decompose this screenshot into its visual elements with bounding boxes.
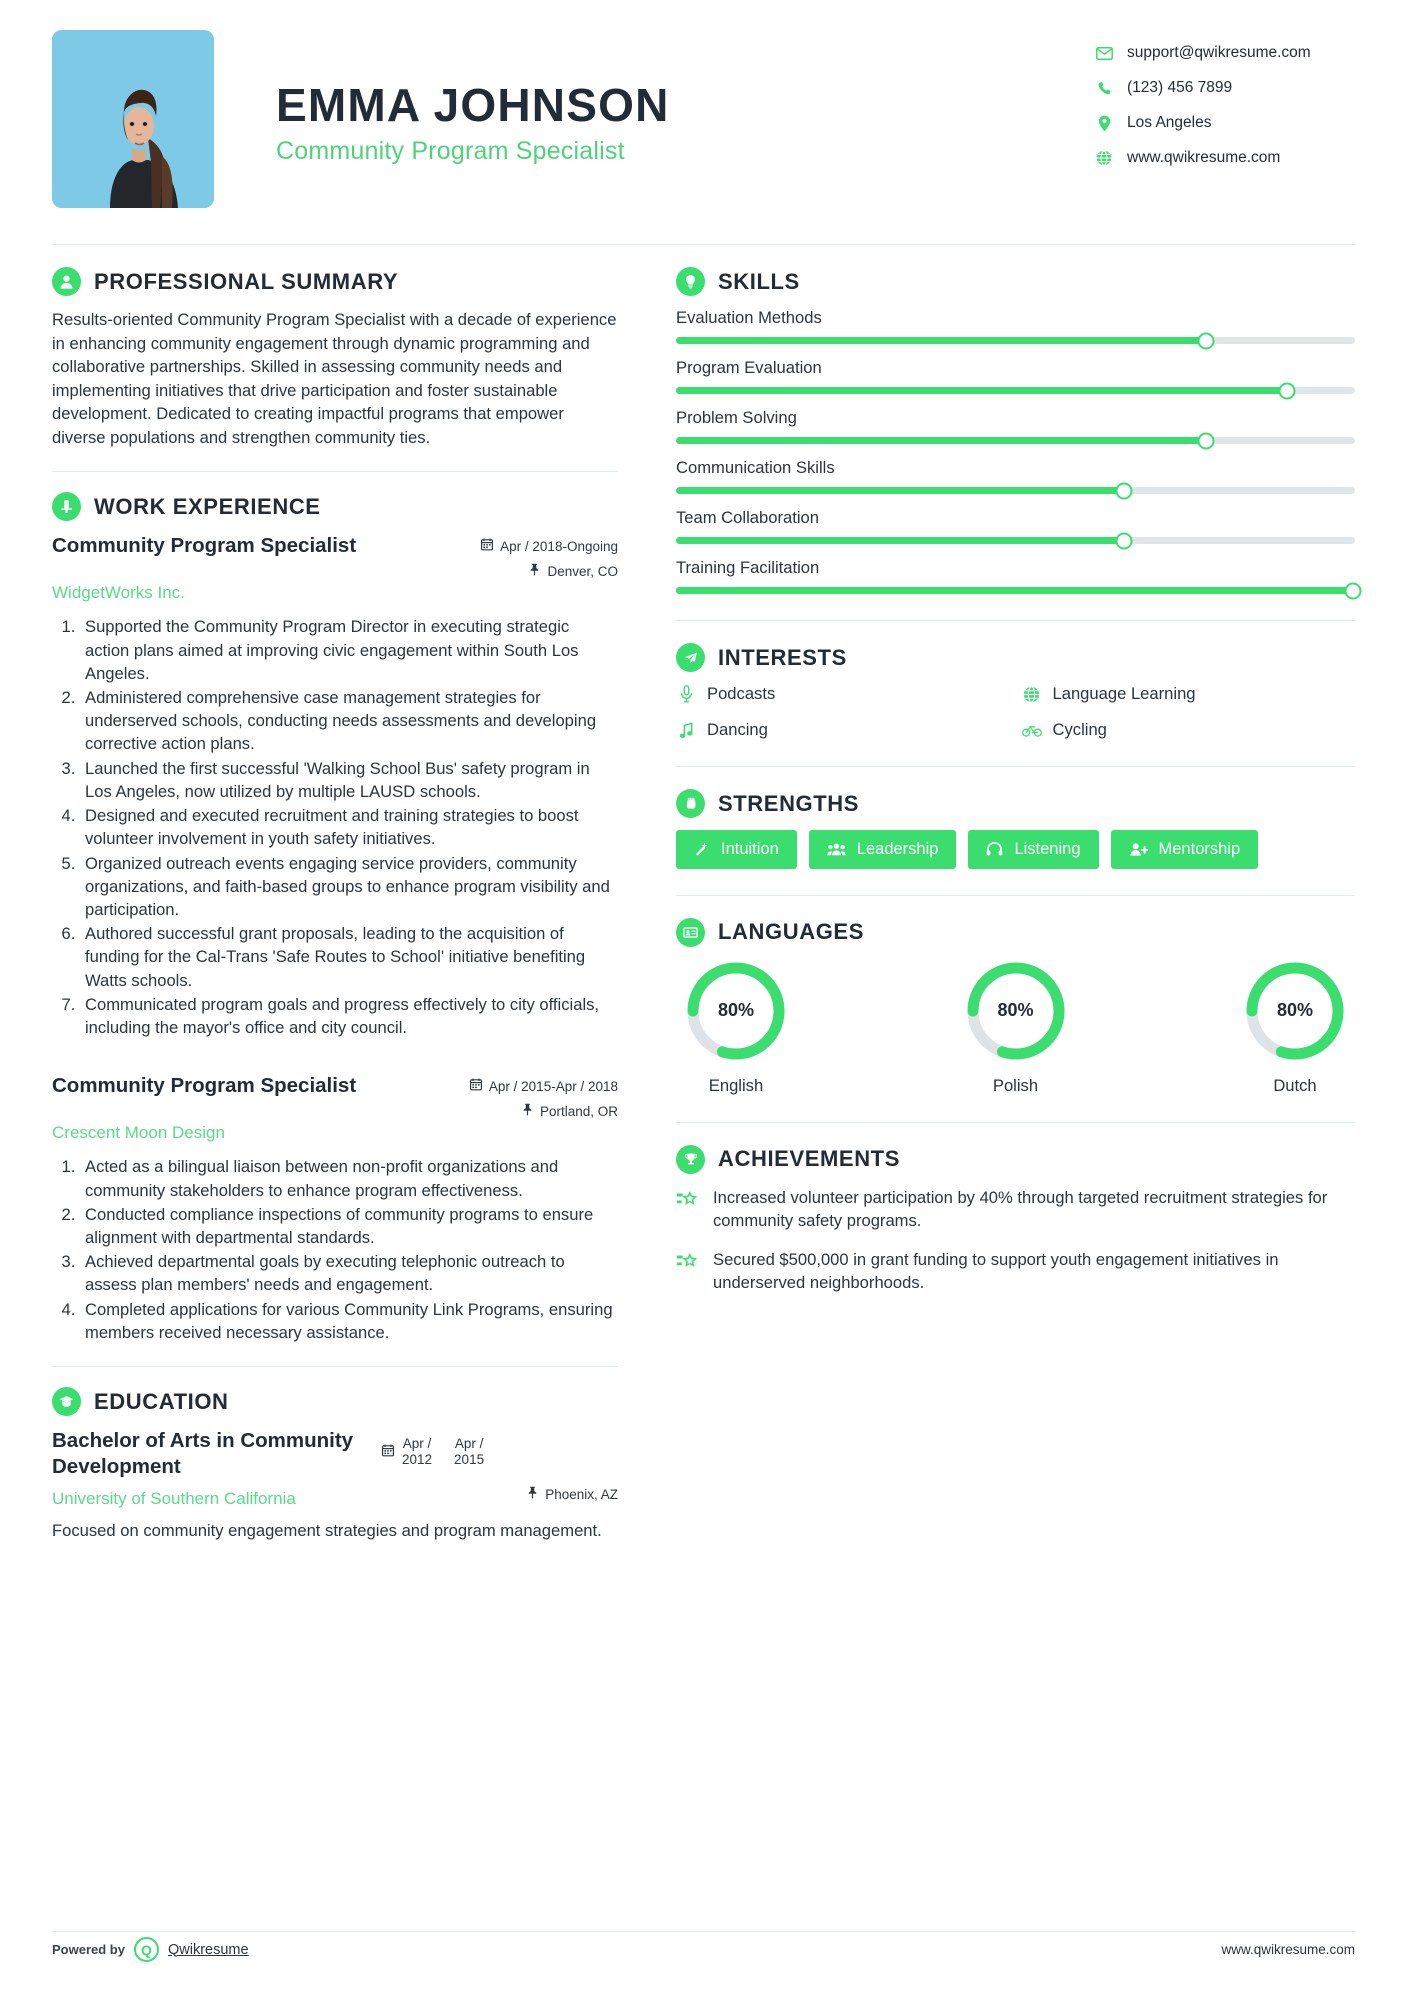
achievement-text: Secured $500,000 in grant funding to support youth engagement initiatives in underserved neighborhoods. — [713, 1249, 1279, 1293]
footer-website[interactable]: www.qwikresume.com — [1221, 1942, 1355, 1957]
skill-item — [676, 558, 1355, 594]
section-languages — [676, 918, 1355, 1096]
strength-tag — [968, 830, 1098, 869]
language-donut — [964, 959, 1068, 1063]
magic-wand-icon — [694, 841, 710, 857]
skill-label: Program Evaluation — [676, 358, 822, 377]
skill-item — [676, 308, 1355, 344]
envelope-icon — [1095, 44, 1113, 62]
skill-knob[interactable] — [1345, 582, 1362, 599]
strength-label: Listening — [1014, 840, 1081, 858]
interest-item — [676, 684, 1010, 704]
job-bullet: 7. Communicated program goals and progress effectively to city officials, including the mayor's office and city council. — [80, 993, 618, 1039]
job-dates — [481, 538, 618, 554]
lightbulb-icon — [676, 267, 705, 296]
language-item — [1235, 959, 1355, 1096]
education-description: Focused on community engagement strategies and program management. — [52, 1520, 602, 1540]
language-percent: 80% — [717, 1000, 755, 1020]
interest-item — [1022, 684, 1356, 704]
job-role: Community Program Specialist — [52, 534, 357, 558]
briefcase-icon — [52, 492, 81, 521]
skill-item — [676, 408, 1355, 444]
pushpin-icon — [529, 563, 540, 579]
skill-label: Training Facilitation — [676, 558, 820, 577]
job-dates-value: Apr / 2015-Apr / 2018 — [488, 1078, 618, 1094]
skill-fill — [676, 537, 1124, 544]
section-divider — [676, 766, 1355, 767]
section-divider — [676, 1122, 1355, 1123]
skill-knob[interactable] — [1116, 482, 1133, 499]
users-icon — [827, 842, 846, 857]
job-bullet: 4. Completed applications for various Community Link Programs, ensuring members received necessary assistance. — [80, 1298, 618, 1344]
language-donut — [1243, 959, 1347, 1063]
section-work-experience — [52, 492, 618, 1344]
id-card-icon — [676, 918, 705, 947]
achievement-item — [676, 1186, 1355, 1232]
page-title: EMMA JOHNSON — [276, 79, 670, 131]
section-strengths — [676, 789, 1355, 869]
job-bullet: 3. Achieved departmental goals by executing telephonic outreach to assess plan members' needs and engagement. — [80, 1250, 618, 1296]
education-school: University of Southern California — [52, 1488, 296, 1508]
skill-item — [676, 458, 1355, 494]
globe-icon — [1095, 149, 1113, 167]
skill-track[interactable] — [676, 437, 1355, 444]
job-bullet: 2. Conducted compliance inspections of community programs to ensure alignment with departmental standards. — [80, 1203, 618, 1249]
achievement-text: Increased volunteer participation by 40% through targeted recruitment strategies for community safety programs. — [713, 1187, 1328, 1230]
section-title: EDUCATION — [94, 1388, 229, 1414]
globe-icon — [1022, 686, 1042, 703]
header-divider — [52, 244, 1355, 245]
star-badge-icon — [676, 1186, 700, 1232]
job-location-value: Portland, OR — [539, 1103, 618, 1119]
interest-label: Podcasts — [707, 684, 776, 703]
qwikresume-logo-icon: Q — [134, 1937, 159, 1962]
paper-plane-icon — [676, 643, 705, 672]
headphones-icon — [986, 841, 1003, 857]
fist-icon — [676, 789, 705, 818]
contact-location-value: Los Angeles — [1127, 114, 1212, 131]
skill-track[interactable] — [676, 387, 1355, 394]
section-professional-summary — [52, 267, 618, 449]
interest-label: Dancing — [707, 720, 768, 739]
skill-label: Problem Solving — [676, 408, 797, 427]
profile-photo — [52, 30, 214, 208]
calendar-icon — [470, 1078, 482, 1094]
skill-label: Evaluation Methods — [676, 308, 822, 327]
skill-fill — [676, 587, 1355, 594]
skill-track[interactable] — [676, 537, 1355, 544]
skill-item — [676, 358, 1355, 394]
left-column — [52, 267, 644, 1550]
skill-fill — [676, 337, 1206, 344]
job-bullet-list — [80, 615, 618, 1039]
language-donut — [684, 959, 788, 1063]
job-location — [481, 563, 618, 579]
strength-label: Intuition — [721, 840, 779, 858]
section-education — [52, 1387, 618, 1542]
language-name: Dutch — [1273, 1075, 1317, 1095]
trophy-icon — [676, 1145, 705, 1174]
right-column — [644, 267, 1355, 1550]
interest-label: Language Learning — [1052, 684, 1196, 703]
skill-fill — [676, 437, 1206, 444]
footer-divider — [52, 1931, 1355, 1932]
skill-knob[interactable] — [1116, 532, 1133, 549]
section-title: ACHIEVEMENTS — [718, 1146, 900, 1171]
section-title: STRENGTHS — [718, 790, 860, 816]
skill-fill — [676, 487, 1124, 494]
language-item — [676, 959, 796, 1096]
language-name: English — [708, 1075, 764, 1095]
language-item — [956, 959, 1076, 1096]
contact-phone-value: (123) 456 7899 — [1127, 79, 1233, 96]
job-bullet: 2. Administered comprehensive case management strategies for underserved schools, conducting needs assessments and developing corrective action plans. — [80, 686, 618, 756]
microphone-icon — [676, 685, 696, 703]
phone-icon — [1095, 79, 1113, 97]
contact-website-value: www.qwikresume.com — [1127, 149, 1281, 166]
job-bullet: 4. Designed and executed recruitment and training strategies to boost volunteer involvement in youth safety initiatives. — [80, 804, 618, 850]
section-interests — [676, 643, 1355, 740]
job-dates — [470, 1078, 618, 1094]
achievement-item — [676, 1248, 1355, 1294]
powered-by-label: Powered by — [52, 1942, 125, 1957]
bicycle-icon — [1022, 723, 1042, 737]
contact-website[interactable] — [1095, 149, 1355, 167]
user-plus-icon — [1129, 842, 1148, 857]
contact-email[interactable] — [1095, 44, 1355, 62]
skill-knob[interactable] — [1197, 432, 1214, 449]
strength-label: Leadership — [856, 840, 939, 858]
graduation-cap-icon — [52, 1387, 81, 1416]
job-role: Community Program Specialist — [52, 1074, 357, 1098]
section-skills — [676, 267, 1355, 594]
section-title: INTERESTS — [718, 644, 847, 670]
education-end-date: Apr / 2015 — [454, 1436, 485, 1467]
education-location — [527, 1486, 618, 1502]
pushpin-icon — [522, 1103, 533, 1119]
job-company: WidgetWorks Inc. — [52, 583, 185, 603]
calendar-icon — [382, 1444, 394, 1460]
section-divider — [52, 1366, 618, 1367]
language-percent: 80% — [997, 1000, 1034, 1020]
job-dates-value: Apr / 2018-Ongoing — [500, 538, 618, 554]
education-location-value: Phoenix, AZ — [545, 1486, 618, 1502]
job-bullet: 1. Acted as a bilingual liaison between non-profit organizations and community stakeholders to enhance program effectiveness. — [80, 1155, 618, 1201]
contact-email-value: support@qwikresume.com — [1127, 44, 1311, 61]
star-badge-icon — [676, 1248, 700, 1294]
footer — [52, 1937, 1355, 1962]
qwikresume-brand-link[interactable]: Qwikresume — [167, 1941, 249, 1958]
section-title: WORK EXPERIENCE — [94, 493, 321, 519]
skill-label: Communication Skills — [676, 458, 835, 477]
name-block — [276, 30, 670, 166]
work-experience-item — [52, 533, 618, 1039]
section-divider — [676, 620, 1355, 621]
skill-fill — [676, 387, 1287, 394]
interest-item — [676, 720, 1010, 740]
user-circle-icon — [52, 267, 81, 296]
music-note-icon — [676, 722, 696, 739]
section-title: SKILLS — [718, 268, 800, 294]
interest-label: Cycling — [1052, 720, 1107, 739]
education-dates — [382, 1428, 484, 1468]
job-bullet-list — [80, 1155, 618, 1344]
job-location — [470, 1103, 618, 1119]
skill-track[interactable] — [676, 587, 1355, 594]
contact-list — [1095, 30, 1355, 167]
language-percent: 80% — [1276, 1000, 1314, 1020]
skill-label: Team Collaboration — [676, 508, 819, 527]
job-company: Crescent Moon Design — [52, 1123, 225, 1143]
interest-item — [1022, 720, 1356, 740]
map-pin-icon — [1095, 114, 1113, 132]
skill-track[interactable] — [676, 487, 1355, 494]
skill-track[interactable] — [676, 337, 1355, 344]
work-experience-item — [52, 1073, 618, 1344]
calendar-icon — [481, 538, 493, 554]
education-degree: Bachelor of Arts in Community Development — [52, 1429, 354, 1478]
strength-label: Mentorship — [1158, 840, 1241, 858]
job-bullet: 5. Organized outreach events engaging service providers, community organizations, and faith-based groups to enhance program visibility and participation. — [80, 852, 618, 922]
education-start-date: Apr / 2012 — [402, 1436, 433, 1467]
language-name: Polish — [992, 1075, 1039, 1095]
header-job-title: Community Program Specialist — [276, 136, 625, 165]
section-divider — [52, 471, 618, 472]
job-bullet: 3. Launched the first successful 'Walking School Bus' safety program in Los Angeles, now utilized by multiple LAUSD schools. — [80, 757, 618, 803]
job-location-value: Denver, CO — [547, 563, 618, 579]
contact-location — [1095, 114, 1355, 132]
summary-text: Results-oriented Community Program Specialist with a decade of experience in enhancing community engagement through dynamic programming and collaborative partnerships. Skilled in assessing community needs and implementing initiatives that drive participation and foster sustainable development. Dedicated to creating impactful programs that empower diverse populations and strengthen community ties. — [52, 310, 617, 447]
strength-tag — [676, 830, 797, 869]
job-bullet: 6. Authored successful grant proposals, leading to the acquisition of funding for the Cal-Trans 'Safe Routes to School' initiative benefiting Watts schools. — [80, 922, 618, 992]
skill-knob[interactable] — [1197, 332, 1214, 349]
strength-tag — [1111, 830, 1259, 869]
strength-tag — [809, 830, 957, 869]
contact-phone[interactable] — [1095, 79, 1355, 97]
job-bullet: 1. Supported the Community Program Director in executing strategic action plans aimed at improving civic engagement within South Los Angeles. — [80, 615, 618, 685]
section-divider — [676, 895, 1355, 896]
resume-header — [52, 0, 1355, 208]
pushpin-icon — [527, 1486, 538, 1502]
section-achievements — [676, 1145, 1355, 1295]
skill-item — [676, 508, 1355, 544]
section-title: LANGUAGES — [718, 919, 864, 944]
section-title: PROFESSIONAL SUMMARY — [94, 268, 399, 294]
skill-knob[interactable] — [1279, 382, 1296, 399]
